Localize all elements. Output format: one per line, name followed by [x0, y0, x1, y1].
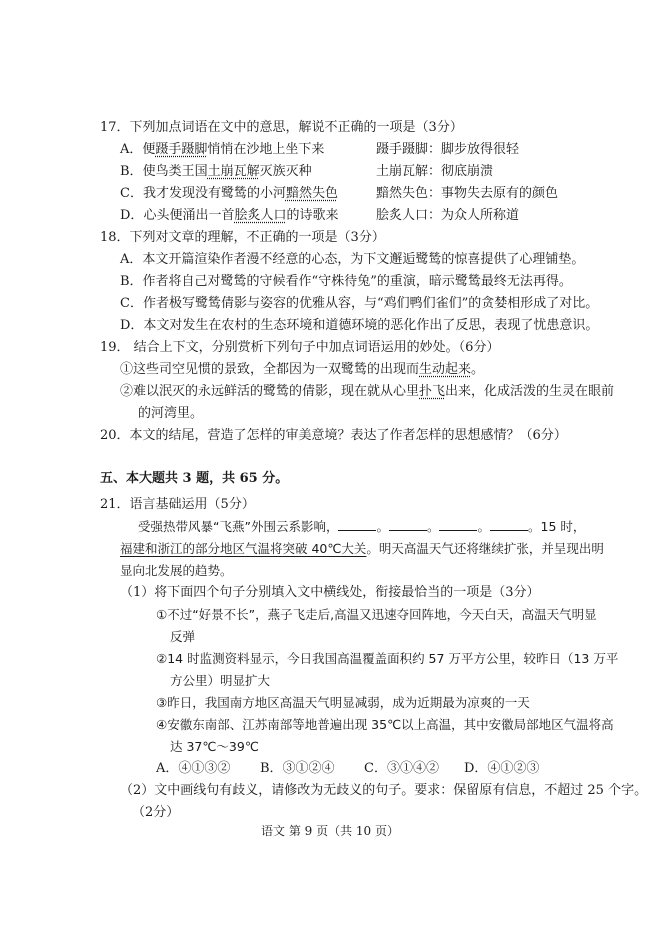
q18-option-b: B．作者将自己对鹭鸶的守候看作“守株待兔”的重演，暗示鹭鸶最终无法再得。 — [120, 274, 572, 289]
section-heading: 五、本大题共 3 题，共 65 分。 — [100, 471, 289, 486]
q19-stem: 19． 结合上下文，分别赏析下列句子中加点词语运用的妙处。（6分） — [100, 340, 500, 355]
q17-option-c — [120, 185, 338, 202]
dotted-term: 黯然失色 — [285, 186, 338, 201]
q21-choice-d: D．④①②③ — [464, 761, 540, 776]
q17-gloss-c: 黯然失色：事物失去原有的颜色 — [376, 186, 559, 201]
q21-sentence-1-cont: 反弹 — [170, 629, 196, 644]
q21-passage-line-3: 显向北发展的趋势。 — [120, 563, 233, 578]
option-label: D． — [120, 208, 144, 223]
blank-separator: 。 — [426, 519, 440, 534]
q17-gloss-a: 蹑手蹑脚：脚步放得很轻 — [376, 142, 520, 157]
q21-choice-b: B．③①②④ — [260, 761, 335, 776]
q21-sub2-stem: （2）文中画线句有歧义，请修改为无歧义的句子。要求：保留原有信息，不超过 25 个字。 — [120, 783, 648, 798]
passage-text: 15 时， — [540, 519, 586, 534]
q19-item-2-cont: 的河湾里。 — [138, 406, 204, 421]
option-label: A． — [120, 142, 143, 157]
q17-gloss-d: 脍炙人口：为众人所称道 — [376, 208, 520, 223]
q21-sentence-2: ②14 时监测资料显示，今日我国高温覆盖面积约 57 万平方公里，较昨日（13 万平 — [156, 651, 619, 666]
q21-sentence-4: ④安徽东南部、江苏南部等地普遍出现 35℃以上高温，其中安徽局部地区气温将高 — [156, 717, 614, 732]
option-text-pre: 心头便涌出一首 — [143, 208, 235, 223]
q17-stem: 17．下列加点词语在文中的意思，解说不正确的一项是（3分） — [100, 120, 463, 135]
q21-stem: 21．语言基础运用（5分） — [100, 497, 255, 512]
q21-sub1-stem: （1）将下面四个句子分别填入文中横线处，衔接最恰当的一项是（3分） — [120, 585, 540, 600]
q20-stem: 20．本文的结尾，营造了怎样的审美意境？表达了作者怎样的思想感情？（6分） — [100, 428, 567, 443]
dotted-term: 脍炙人口 — [234, 208, 287, 223]
q18-stem: 18．下列对文章的理解，不正确的一项是（3分） — [100, 230, 385, 245]
q21-passage-line-2 — [120, 540, 604, 557]
underlined-sentence: 福建和浙江的部分地区气温将突破 40℃大关 — [120, 541, 367, 556]
q21-sentence-3: ③昨日，我国南方地区高温天气明显减弱，成为近期最为凉爽的一天 — [156, 695, 530, 710]
option-text-post: 的诗歌来 — [286, 208, 339, 223]
q17-option-d — [120, 207, 338, 224]
option-text-pre: 便 — [142, 142, 156, 157]
blank-separator: 。 — [376, 519, 389, 534]
dotted-term: 扑飞 — [419, 384, 446, 399]
option-text-post: 灭族灭种 — [259, 164, 312, 179]
passage-text: 受强热带风暴“飞燕”外围云系影响， — [138, 519, 339, 534]
option-label: C． — [120, 186, 143, 201]
option-text-post: 悄悄在沙地上坐下来 — [207, 142, 325, 157]
page-footer: 语文 第 9 页（共 10 页） — [261, 824, 399, 838]
q21-sentence-2-cont: 方公里）明显扩大 — [170, 673, 271, 688]
option-label: B． — [120, 164, 143, 179]
q17-option-a — [120, 141, 324, 158]
fill-blank — [439, 518, 477, 531]
q17-gloss-b: 土崩瓦解：彻底崩溃 — [376, 164, 494, 179]
option-text-pre: 我才发现没有鹭鸶的小河 — [142, 186, 286, 201]
option-text-pre: 使鸟类王国 — [142, 164, 208, 179]
item-text-pre: ②难以泯灭的永远鲜活的鹭鸶的倩影，现在就从心里 — [120, 384, 420, 399]
q21-passage-line-1 — [138, 518, 585, 535]
q18-option-d: D．本文对发生在农村的生态环境和道德环境的恶化作出了反思，表现了忧患意识。 — [120, 318, 599, 333]
q21-sentence-4-cont: 达 37℃～39℃ — [170, 739, 259, 754]
passage-text: 。明天高温天气还将继续扩张，并呈现出明 — [366, 541, 604, 556]
q21-choice-c: C．③①④② — [364, 761, 439, 776]
blank-separator: 。 — [477, 519, 490, 534]
blank-separator: 。 — [528, 519, 541, 534]
item-text-post: 。 — [471, 362, 485, 377]
fill-blank — [338, 518, 376, 531]
q21-sub2-points: （2分） — [132, 805, 180, 820]
q19-item-2 — [120, 383, 614, 400]
q17-option-b — [120, 163, 312, 180]
dotted-term: 土崩瓦解 — [207, 164, 260, 179]
item-text-pre: ①这些司空见惯的景致，全都因为一双鹭鸶的出现而 — [120, 362, 420, 377]
fill-blank — [490, 518, 528, 531]
q18-option-c: C．作者极写鹭鸶倩影与姿容的优雅从容，与“鸡们鸭们雀们”的贪婪相形成了对比。 — [120, 296, 599, 311]
fill-blank — [389, 518, 427, 531]
dotted-term: 蹑手蹑脚 — [155, 142, 208, 157]
q18-option-a: A．本文开篇渲染作者漫不经意的心态，为下文邂逅鹭鸶的惊喜提供了心理铺垫。 — [120, 252, 585, 267]
q19-item-1 — [120, 361, 484, 378]
dotted-term: 生动起来 — [419, 362, 472, 377]
q21-choice-a: A．④①③② — [156, 761, 231, 776]
item-text-post: 出来，化成活泼的生灵在眼前 — [445, 384, 615, 399]
q21-sentence-1: ①不过“好景不长”，燕子飞走后,高温又迅速夺回阵地，今天白天，高温天气明显 — [156, 607, 597, 622]
